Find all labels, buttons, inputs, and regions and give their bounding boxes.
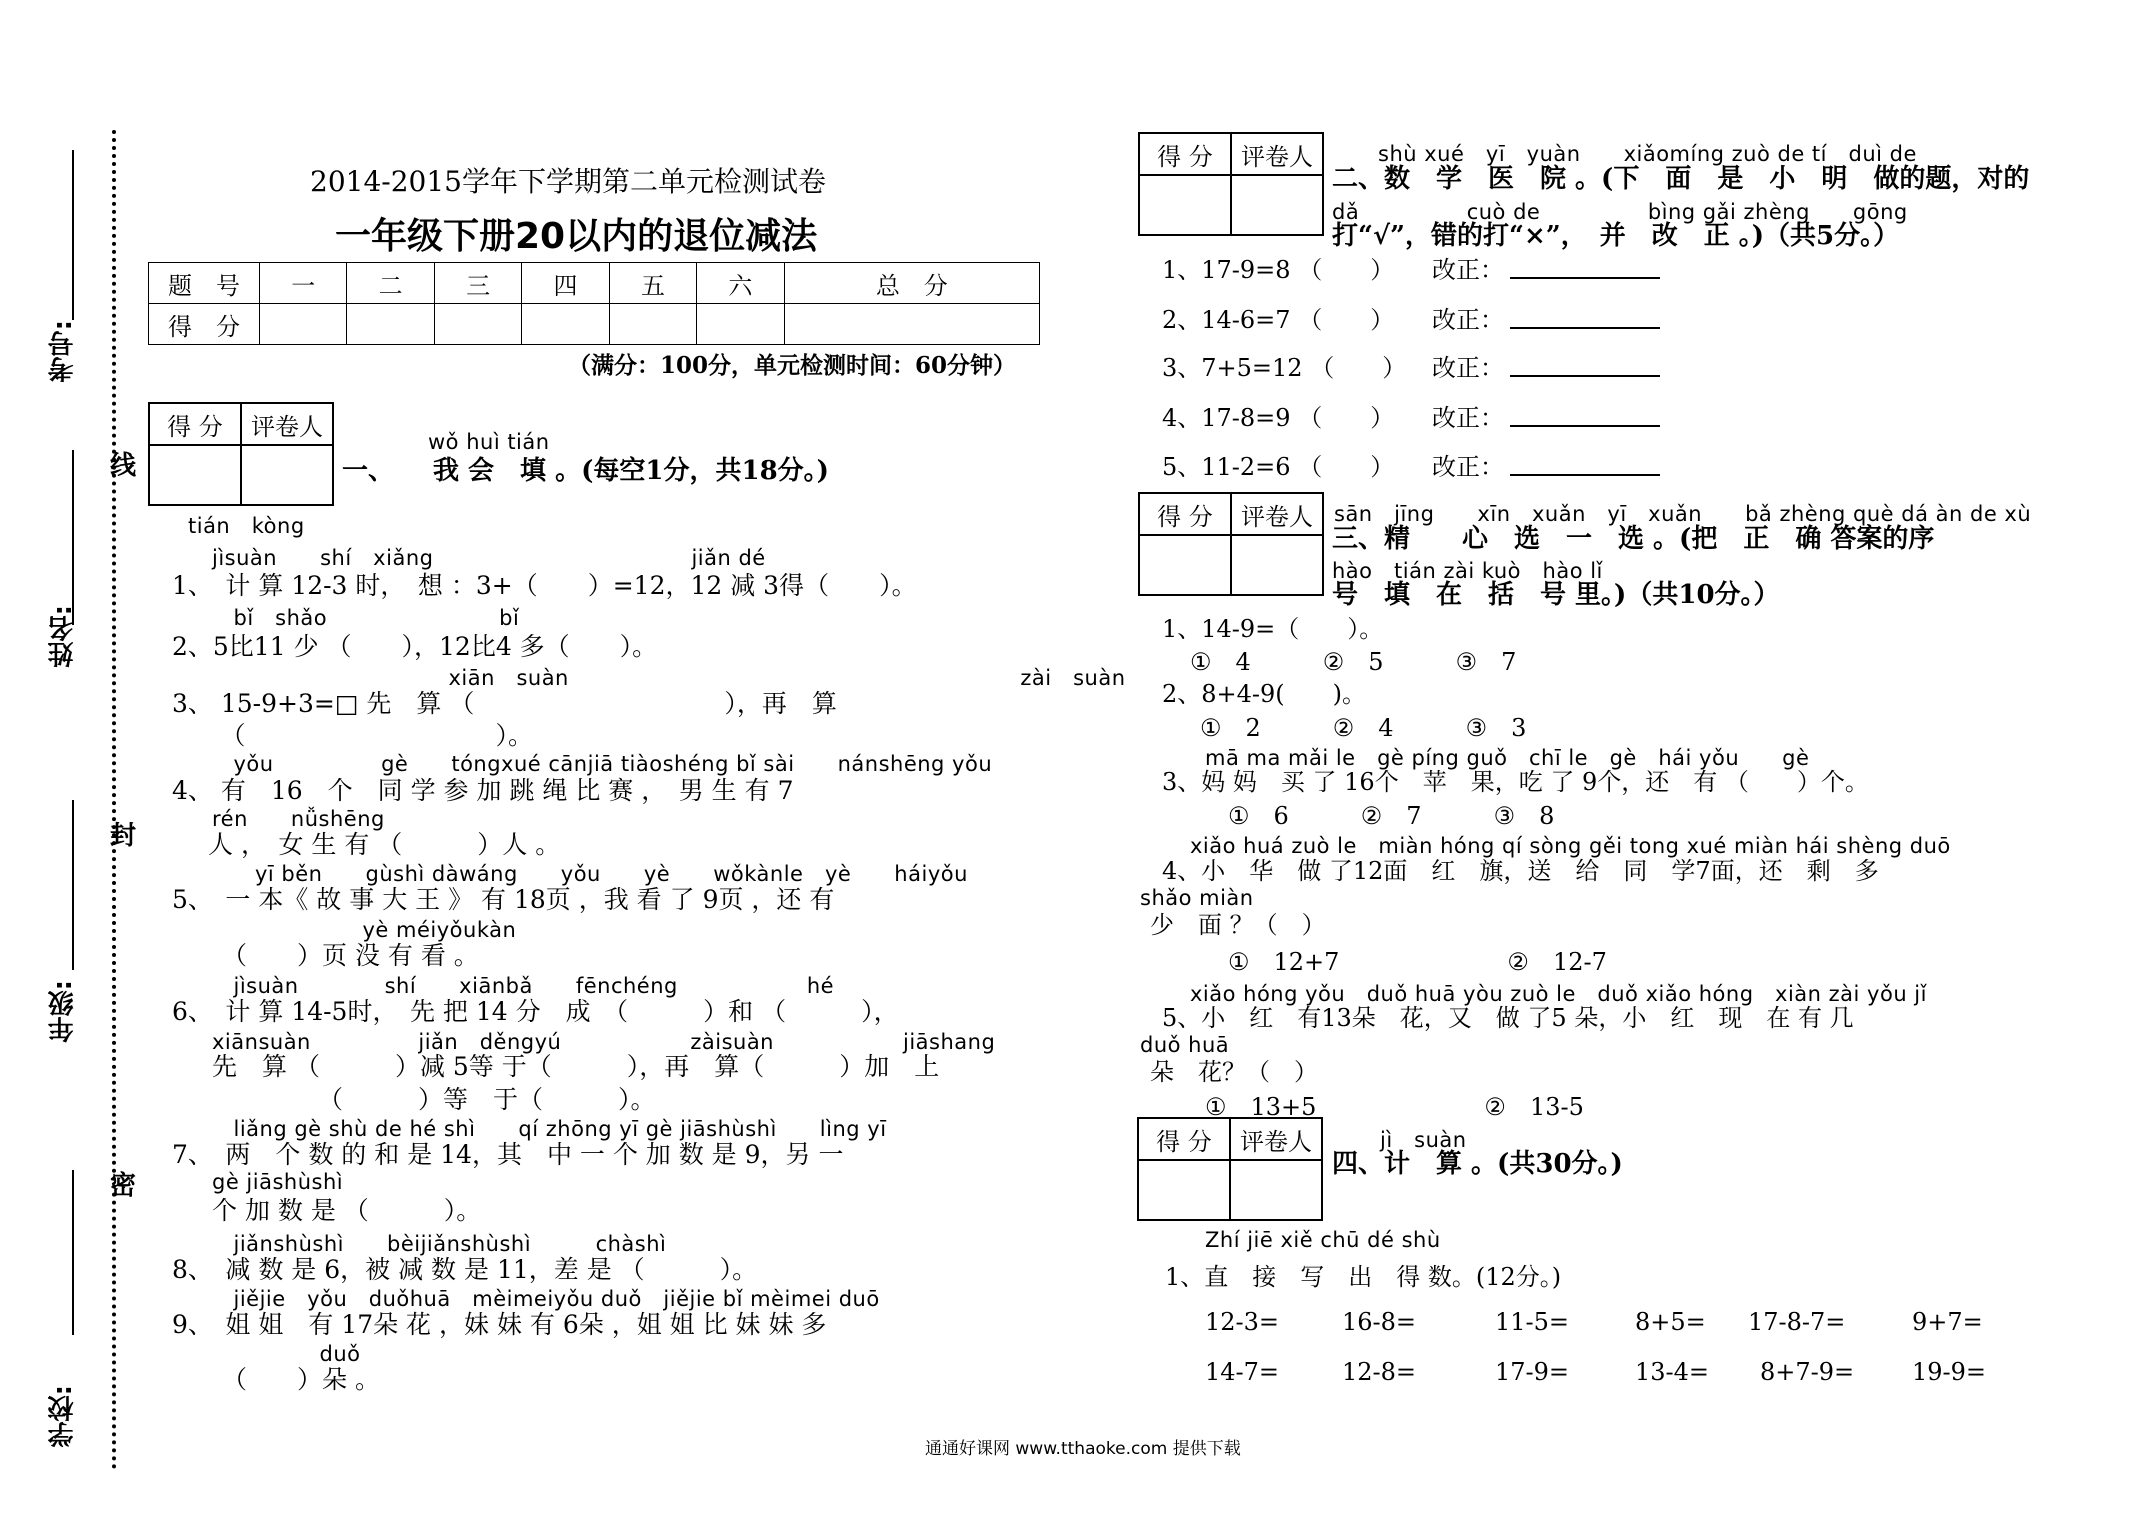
margin-line-grade [72, 800, 74, 970]
score-input-cell[interactable] [697, 304, 784, 345]
seal-char-secret: 密 [110, 1171, 137, 1201]
calc-item: 8+7-9= [1760, 1358, 1855, 1386]
grader-score-label: 得 分 [149, 403, 241, 445]
q8-text: 8、 减 数 是 6，被 减 数 是 11，差 是 （ ）。 [172, 1255, 758, 1284]
score-table-cell: 五 [609, 263, 696, 304]
score-table [148, 262, 1040, 345]
score-table-cell: 题 号 [149, 263, 260, 304]
section3-title-b: 号 填 在 括 号 里。)（共10分。） [1332, 580, 1780, 610]
score-input-cell[interactable] [522, 304, 609, 345]
q2-text: 2、5比11 少 （ ），12比4 多（ ）。 [172, 632, 658, 661]
grader-box-1 [148, 402, 334, 506]
score-input-cell[interactable] [347, 304, 434, 345]
calc-item: 9+7= [1912, 1308, 1983, 1336]
calc-item: 12-3= [1205, 1308, 1280, 1336]
grader-score-cell[interactable] [149, 445, 241, 505]
correction-blank[interactable] [1510, 447, 1660, 476]
grader-box-2 [1138, 132, 1324, 236]
section2-pinyin2: dǎ cuò de bìng gǎi zhèng gōng [1332, 200, 1908, 224]
section1-title: 一、 我 会 填 。(每空1分，共18分。) [342, 456, 829, 486]
grader-score-cell[interactable] [1139, 175, 1231, 235]
margin-line-name [72, 450, 74, 625]
q1-text: 1、 计 算 12-3 时， 想 ：3+（ ）=12，12 减 3得（ ）。 [172, 571, 917, 600]
s3-q5-pinyin-cont: duǒ huā [1140, 1033, 1230, 1057]
grader-reviewer-label: 评卷人 [1231, 493, 1323, 535]
q4-pinyin: yǒu gè tóngxué cānjiā tiàoshéng bǐ sài nánshēng yǒu [212, 752, 993, 776]
score-table-cell: 总 分 [784, 263, 1039, 304]
calc-item: 17-8-7= [1748, 1308, 1846, 1336]
section3-title-a: 三、精 心 选 一 选 。(把 正 确 答案的序 [1332, 524, 1935, 554]
calc-item: 12-8= [1342, 1358, 1417, 1386]
grader-box-3 [1138, 492, 1324, 596]
margin-line-id [72, 150, 74, 320]
q5-text: 5、 一 本《 故 事 大 王 》 有 18页 ，我 看 了 9页 ，还 有 [172, 885, 835, 914]
s3-q2-options[interactable]: ① 2 ② 4 ③ 3 [1200, 714, 1527, 742]
s3-q3-pinyin: mā ma mǎi le gè píng guǒ chī le gè hái yǒu gè [1205, 746, 1810, 770]
s3-q4-pinyin-cont: shǎo miàn [1140, 886, 1254, 910]
score-table-header-row [149, 263, 1040, 304]
grader-reviewer-label: 评卷人 [1231, 133, 1323, 175]
grader-reviewer-cell[interactable] [1230, 1160, 1322, 1220]
school-label: 学校: [48, 1385, 78, 1448]
seal-char-line: 线 [110, 451, 137, 481]
section4-subtitle: 1、直 接 写 出 得 数。(12分。) [1165, 1263, 1562, 1291]
q5-pinyin-cont: yè méiyǒukàn [212, 918, 517, 942]
grader-reviewer-cell[interactable] [241, 445, 333, 505]
s2-item-eq: 3、7+5=12 （ ） [1162, 354, 1407, 382]
score-input-cell[interactable] [260, 304, 347, 345]
s3-q3-options[interactable]: ① 6 ② 7 ③ 8 [1228, 802, 1555, 830]
exam-note: （满分：100分，单元检测时间：60分钟） [568, 352, 1017, 379]
score-table-score-row [149, 304, 1040, 345]
q4-text-cont: 人 ， 女 生 有 （ ）人 。 [208, 830, 561, 859]
q7-text-cont: 个 加 数 是 （ ）。 [212, 1196, 482, 1225]
q1-pinyin: jìsuàn shí xiǎng jiǎn dé [212, 546, 766, 570]
q8-pinyin: jiǎnshùshì bèijiǎnshùshì chàshì [212, 1232, 667, 1256]
section2-pinyin: shù xué yī yuàn xiǎomíng zuò de tí duì de [1378, 142, 1917, 166]
q7-pinyin-cont: gè jiāshùshì [212, 1170, 344, 1194]
grader-score-cell[interactable] [1138, 1160, 1230, 1220]
q9-text: 9、 姐 姐 有 17朵 花 ，妹 妹 有 6朵 ，姐 姐 比 妹 妹 多 [172, 1310, 827, 1339]
q3-text-cont: （ ）。 [208, 721, 534, 750]
correction-blank[interactable] [1510, 300, 1660, 329]
correction-blank[interactable] [1510, 348, 1660, 377]
q9-text-cont: （ ）朵 。 [222, 1365, 380, 1394]
s2-item-fix-label: 改正： [1432, 256, 1504, 284]
q9-pinyin: jiějie yǒu duǒhuā mèimeiyǒu duǒ jiějie bǐ mèimei duō [212, 1287, 880, 1311]
q7-pinyin: liǎng gè shù de hé shì qí zhōng yī gè jiāshùshì lìng yī [212, 1117, 887, 1141]
score-table-cell: 二 [347, 263, 434, 304]
s2-item-eq: 1、17-9=8 （ ） [1162, 256, 1395, 284]
q3-pinyin: xiān suàn zài suàn [212, 666, 1126, 690]
q5-pinyin: yī běn gùshì dàwáng yǒu yè wǒkànle yè háiyǒu [212, 862, 968, 886]
footer-source: 通通好课网 www.tthaoke.com 提供下载 [925, 1439, 1241, 1459]
calc-item: 11-5= [1495, 1308, 1570, 1336]
score-table-cell: 三 [434, 263, 521, 304]
section2-title-b: 打“√”，错的打“×”， 并 改 正 。)（共5分。） [1332, 221, 1900, 251]
q6-pinyin-cont: xiānsuàn jiǎn děngyú zàisuàn jiāshang [212, 1030, 996, 1054]
exam-title: 2014-2015学年下学期第二单元检测试卷 [310, 165, 826, 198]
s3-q4-cont: 少 面 ？（ ） [1150, 911, 1326, 939]
q7-text: 7、 两 个 数 的 和 是 14，其 中 一 个 加 数 是 9，另 一 [172, 1140, 844, 1169]
correction-blank[interactable] [1510, 250, 1660, 279]
s3-q2: 2、8+4-9( )。 [1162, 680, 1367, 708]
exam-subtitle: 一年级下册20以内的退位减法 [335, 216, 818, 257]
s2-item-fix-label: 改正： [1432, 453, 1504, 481]
s3-q3: 3、妈 妈 买 了 16个 苹 果，吃 了 9个，还 有 （ ）个。 [1162, 768, 1869, 796]
section4-sub-pinyin: Zhí jiē xiě chū dé shù [1205, 1228, 1441, 1252]
calc-item: 16-8= [1342, 1308, 1417, 1336]
score-table-cell: 六 [697, 263, 784, 304]
s3-q5-cont: 朵 花？（ ） [1150, 1058, 1318, 1086]
q2-pinyin: bǐ shǎo bǐ [212, 606, 520, 630]
s3-q5-options[interactable]: ① 13+5 ② 13-5 [1205, 1093, 1584, 1121]
s3-q4: 4、小 华 做 了12面 红 旗，送 给 同 学7面，还 剩 多 [1162, 857, 1879, 885]
section3-pinyin2: hào tián zài kuò hào lǐ [1332, 559, 1603, 583]
section1-pinyin2: tián kòng [188, 514, 305, 538]
seal-dotted-line [112, 130, 116, 1470]
score-input-cell[interactable] [784, 304, 1039, 345]
score-input-cell[interactable] [609, 304, 696, 345]
q4-text: 4、 有 16 个 同 学 参 加 跳 绳 比 赛 ， 男 生 有 7 [172, 776, 794, 805]
s3-q1: 1、14-9=（ ）。 [1162, 615, 1384, 643]
q6-pinyin: jìsuàn shí xiānbǎ fēnchéng hé [212, 974, 835, 998]
score-input-cell[interactable] [434, 304, 521, 345]
section2-title-a: 二、数 学 医 院 。(下 面 是 小 明 做的题，对的 [1332, 164, 2030, 194]
score-table-cell: 一 [260, 263, 347, 304]
grader-reviewer-label: 评卷人 [1230, 1118, 1322, 1160]
s3-q1-options[interactable]: ① 4 ② 5 ③ 7 [1190, 648, 1517, 676]
exam-number-label: 考号: [48, 320, 78, 383]
section4-title: 四、计 算 。(共30分。) [1332, 1149, 1623, 1179]
score-table-cell: 得 分 [149, 304, 260, 345]
calc-item: 19-9= [1912, 1358, 1987, 1386]
q5-text-cont: （ ）页 没 有 看 。 [222, 941, 479, 970]
score-table-cell: 四 [522, 263, 609, 304]
grader-score-label: 得 分 [1139, 133, 1231, 175]
s3-q5-pinyin: xiǎo hóng yǒu duǒ huā yòu zuò le duǒ xiǎo hóng xiàn zài yǒu jǐ [1190, 982, 1927, 1006]
q6-text-cont: 先 算 （ ）减 5等 于（ ），再 算（ ）加 上 [212, 1052, 940, 1081]
q6-text-cont2: （ ）等 于（ ）。 [318, 1085, 656, 1114]
s3-q4-options[interactable]: ① 12+7 ② 12-7 [1228, 948, 1607, 976]
q9-pinyin-cont: duǒ [212, 1342, 361, 1366]
calc-item: 8+5= [1635, 1308, 1706, 1336]
s2-item-fix-label: 改正： [1432, 306, 1504, 334]
s3-q5: 5、小 红 有13朵 花，又 做 了5 朵，小 红 现 在 有 几 [1162, 1004, 1854, 1032]
correction-blank[interactable] [1510, 398, 1660, 427]
grader-reviewer-cell[interactable] [1231, 175, 1323, 235]
calc-item: 13-4= [1635, 1358, 1710, 1386]
margin-line-school [72, 1170, 74, 1335]
grader-score-label: 得 分 [1139, 493, 1231, 535]
q3-text: 3、 15-9+3=□ 先 算 （ ），再 算 [172, 689, 837, 718]
q6-text: 6、 计 算 14-5时， 先 把 14 分 成 （ ）和 （ ）， [172, 997, 899, 1026]
s2-item-eq: 2、14-6=7 （ ） [1162, 306, 1395, 334]
s2-item-fix-label: 改正： [1432, 404, 1504, 432]
grade-label: 年级: [48, 980, 78, 1043]
q4-pinyin-cont: rén nǚshēng [212, 807, 385, 831]
s2-item-eq: 5、11-2=6 （ ） [1162, 453, 1395, 481]
section1-pinyin: wǒ huì tián [428, 430, 550, 454]
name-label: 姓名: [48, 605, 78, 668]
grader-box-4 [1137, 1117, 1323, 1221]
grader-reviewer-label: 评卷人 [241, 403, 333, 445]
section4-pinyin: jì suàn [1380, 1128, 1467, 1152]
s2-item-eq: 4、17-8=9 （ ） [1162, 404, 1395, 432]
seal-char-seal: 封 [110, 821, 137, 851]
calc-item: 17-9= [1495, 1358, 1570, 1386]
s3-q4-pinyin: xiǎo huá zuò le miàn hóng qí sòng gěi tong xué miàn hái shèng duō [1190, 834, 1951, 858]
grader-reviewer-cell[interactable] [1231, 535, 1323, 595]
grader-score-label: 得 分 [1138, 1118, 1230, 1160]
s2-item-fix-label: 改正： [1432, 354, 1504, 382]
calc-item: 14-7= [1205, 1358, 1280, 1386]
grader-score-cell[interactable] [1139, 535, 1231, 595]
section3-pinyin: sān jīng xīn xuǎn yī xuǎn bǎ zhèng què dá àn de xù [1334, 502, 2032, 526]
